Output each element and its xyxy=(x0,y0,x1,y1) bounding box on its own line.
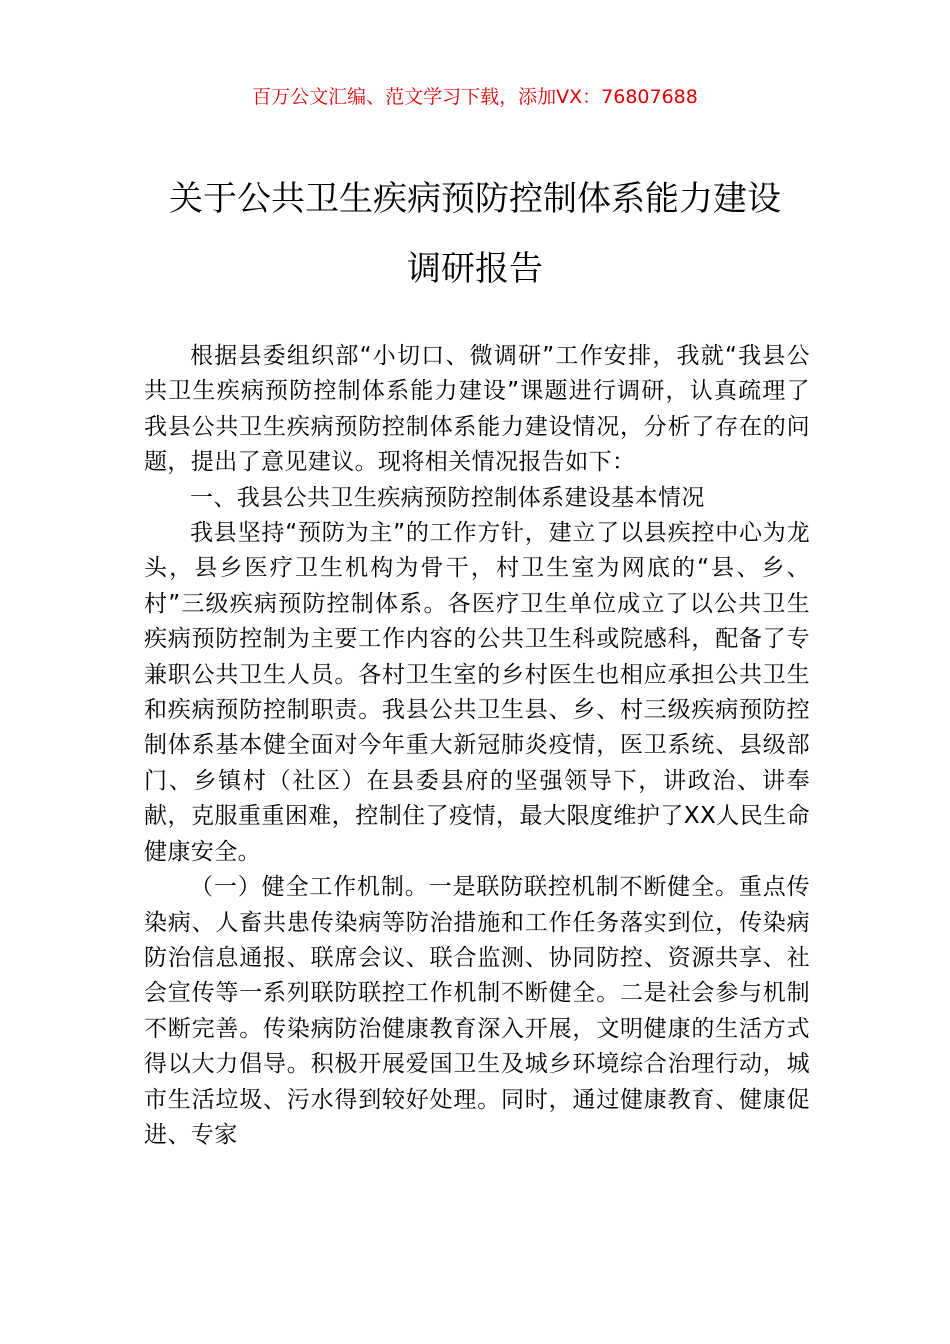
document-title-line-1: 关于公共卫生疾病预防控制体系能力建设 xyxy=(169,179,781,219)
header-note: 百万公文汇编、范文学习下载，添加VX：76807688 xyxy=(252,86,698,108)
section-heading: 一、我县公共卫生疾病预防控制体系建设基本情况 xyxy=(190,484,705,511)
document-body xyxy=(144,339,810,1153)
document-title-line-2: 调研报告 xyxy=(407,249,543,289)
body-paragraph: （一）健全工作机制。一是联防联控机制不断健全。重点传染病、人畜共患传染病等防治措施和工作任务落实到位，传染病防治信息通报、联席会议、联合监测、协同防控、资源共享、社会宣传等一系列联防联控工作机制不断健全。二是社会参与机制不断完善。传染病防治健康教育深入开展，文明健康的生活方式得以大力倡导。积极开展爱国卫生及城乡环境综合治理行动，城市生活垃圾、污水得到较好处理。同时，通过健康教育、健康促进、专家 xyxy=(144,874,810,1148)
intro-paragraph: 根据县委组织部“小切口、微调研”工作安排，我就“我县公共卫生疾病预防控制体系能力建设”课题进行调研，认真疏理了我县公共卫生疾病预防控制体系能力建设情况，分析了存在的问题，提出了意见建议。现将相关情况报告如下： xyxy=(144,343,810,476)
body-paragraph: 我县坚持“预防为主”的工作方针，建立了以县疾控中心为龙头，县乡医疗卫生机构为骨干，村卫生室为网底的“县、乡、村”三级疾病预防控制体系。各医疗卫生单位成立了以公共卫生疾病预防控制为主要工作内容的公共卫生科或院感科，配备了专兼职公共卫生人员。各村卫生室的乡村医生也相应承担公共卫生和疾病预防控制职责。我县公共卫生县、乡、村三级疾病预防控制体系基本健全面对今年重大新冠肺炎疫情，医卫系统、县级部门、乡镇村（社区）在县委县府的坚强领导下，讲政治、讲奉献，克服重重困难，控制住了疫情，最大限度维护了XX人民生命健康安全。 xyxy=(144,520,810,865)
